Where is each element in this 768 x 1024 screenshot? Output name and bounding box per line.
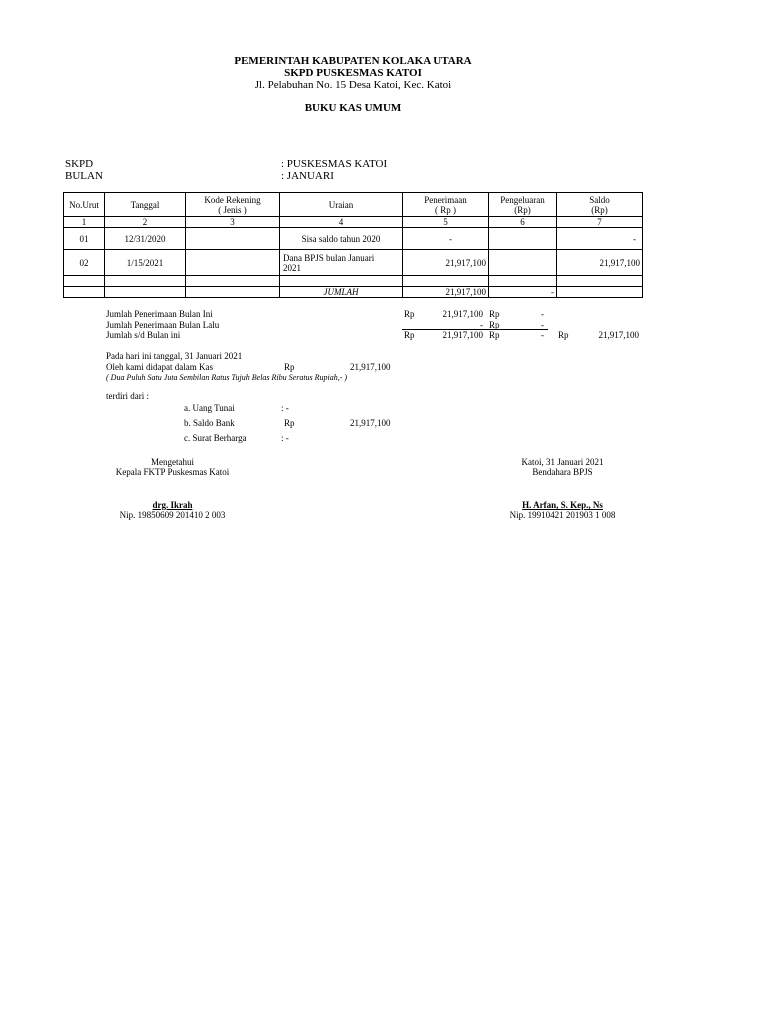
col-number: 6 (489, 217, 557, 228)
cell-saldo: - (557, 228, 643, 250)
col-number: 2 (105, 217, 186, 228)
table-header-row (64, 193, 643, 217)
summary-value3-3: 21,917,100 (598, 330, 639, 340)
cell-no: 01 (64, 228, 105, 250)
cell-pengeluaran (489, 228, 557, 250)
table-row-empty (64, 276, 643, 287)
item-value: 21,917,100 (350, 418, 391, 428)
cell-uraian: Sisa saldo tahun 2020 (280, 228, 403, 250)
col-number: 4 (280, 217, 403, 228)
summary-rp3-3: Rp (558, 330, 569, 340)
empty-cell (186, 276, 280, 287)
cell-kode (186, 250, 280, 276)
empty-cell (403, 276, 489, 287)
ledger-table (63, 192, 643, 298)
sig-left-l1: Mengetahui (151, 457, 194, 467)
total-label: JUMLAH (280, 287, 403, 298)
total-row (64, 287, 643, 298)
skpd-label: SKPD (65, 158, 94, 170)
header-kode: Kode Rekening ( Jenis ) (186, 193, 280, 217)
sig-right-l1: Katoi, 31 Januari 2021 (521, 457, 604, 467)
statement-date: Pada hari ini tanggal, 31 Januari 2021 (106, 351, 243, 361)
bulan-value: : JANUARI (281, 170, 334, 182)
bulan-label: BULAN (65, 170, 103, 182)
empty-cell (557, 287, 643, 298)
terdiri-label: terdiri dari : (106, 391, 149, 401)
summary-value-1: 21,917,100 (442, 309, 483, 319)
summary-value2-3: - (541, 330, 544, 340)
sig-right-nip: Nip. 19910421 201903 1 008 (509, 510, 616, 520)
empty-cell (64, 276, 105, 287)
summary-label-3: Jumlah s/d Bulan ini (106, 330, 181, 340)
item-label: c. Surat Berharga (184, 433, 247, 443)
skpd-value: : PUSKESMAS KATOI (281, 158, 388, 170)
item-sep: : - (281, 433, 289, 443)
item-rp: Rp (284, 418, 295, 428)
header-uraian: Uraian (280, 193, 403, 217)
total-pengeluaran: - (489, 287, 557, 298)
empty-cell (186, 287, 280, 298)
summary-rp-1: Rp (404, 309, 415, 319)
cell-tanggal: 1/15/2021 (105, 250, 186, 276)
cell-kode (186, 228, 280, 250)
empty-cell (105, 287, 186, 298)
cell-penerimaan: 21,917,100 (403, 250, 489, 276)
sig-left-nip: Nip. 19850609 201410 2 003 (119, 510, 226, 520)
header-tanggal: Tanggal (105, 193, 186, 217)
address: Jl. Pelabuhan No. 15 Desa Katoi, Kec. Katoi (254, 79, 452, 91)
col-number: 5 (403, 217, 489, 228)
header-no: No.Urut (64, 193, 105, 217)
table-row (64, 228, 643, 250)
col-number: 7 (557, 217, 643, 228)
total-penerimaan: 21,917,100 (403, 287, 489, 298)
empty-cell (557, 276, 643, 287)
header-pengeluaran: Pengeluaran (Rp) (489, 193, 557, 217)
sig-left-l2: Kepala FKTP Puskesmas Katoi (115, 467, 230, 477)
header-saldo: Saldo (Rp) (557, 193, 643, 217)
doc-title: BUKU KAS UMUM (304, 102, 402, 114)
cell-saldo: 21,917,100 (557, 250, 643, 276)
cell-tanggal: 12/31/2020 (105, 228, 186, 250)
summary-rp2-1: Rp (489, 309, 500, 319)
empty-cell (280, 276, 403, 287)
summary-value2-2: - (541, 320, 544, 330)
empty-cell (105, 276, 186, 287)
cell-pengeluaran (489, 250, 557, 276)
kas-rp: Rp (284, 362, 295, 372)
cell-penerimaan: - (403, 228, 489, 250)
item-label: a. Uang Tunai (184, 403, 235, 413)
skpd-title: SKPD PUSKESMAS KATOI (284, 67, 422, 79)
summary-label-2: Jumlah Penerimaan Bulan Lalu (106, 320, 220, 330)
sig-right-l2: Bendahara BPJS (532, 467, 593, 477)
col-number: 3 (186, 217, 280, 228)
item-sep: : - (281, 403, 289, 413)
summary-label-1: Jumlah Penerimaan Bulan Ini (106, 309, 213, 319)
summary-value2-1: - (541, 309, 544, 319)
summary-value-3: 21,917,100 (442, 330, 483, 340)
cell-no: 02 (64, 250, 105, 276)
table-row (64, 250, 643, 276)
col-number: 1 (64, 217, 105, 228)
kas-label: Oleh kami didapat dalam Kas (106, 362, 213, 372)
column-number-row (64, 217, 643, 228)
empty-cell (489, 276, 557, 287)
summary-rp2-2: Rp (489, 320, 500, 330)
summary-rp-3: Rp (404, 330, 415, 340)
cell-uraian: Dana BPJS bulan Januari 2021 (280, 250, 403, 276)
sig-left-name: drg. Ikrah (152, 500, 193, 510)
summary-value-2: - (480, 320, 483, 330)
summary-rp2-3: Rp (489, 330, 500, 340)
item-label: b. Saldo Bank (184, 418, 235, 428)
gov-title: PEMERINTAH KABUPATEN KOLAKA UTARA (234, 55, 472, 67)
sig-right-name: H. Arfan, S. Kep., Ns (522, 500, 603, 510)
header-penerimaan: Penerimaan ( Rp ) (403, 193, 489, 217)
empty-cell (64, 287, 105, 298)
terbilang: ( Dua Puluh Satu Juta Sembilan Ratus Tujuh Belas Ribu Seratus Rupiah,- ) (106, 373, 348, 382)
kas-value: 21,917,100 (350, 362, 391, 372)
